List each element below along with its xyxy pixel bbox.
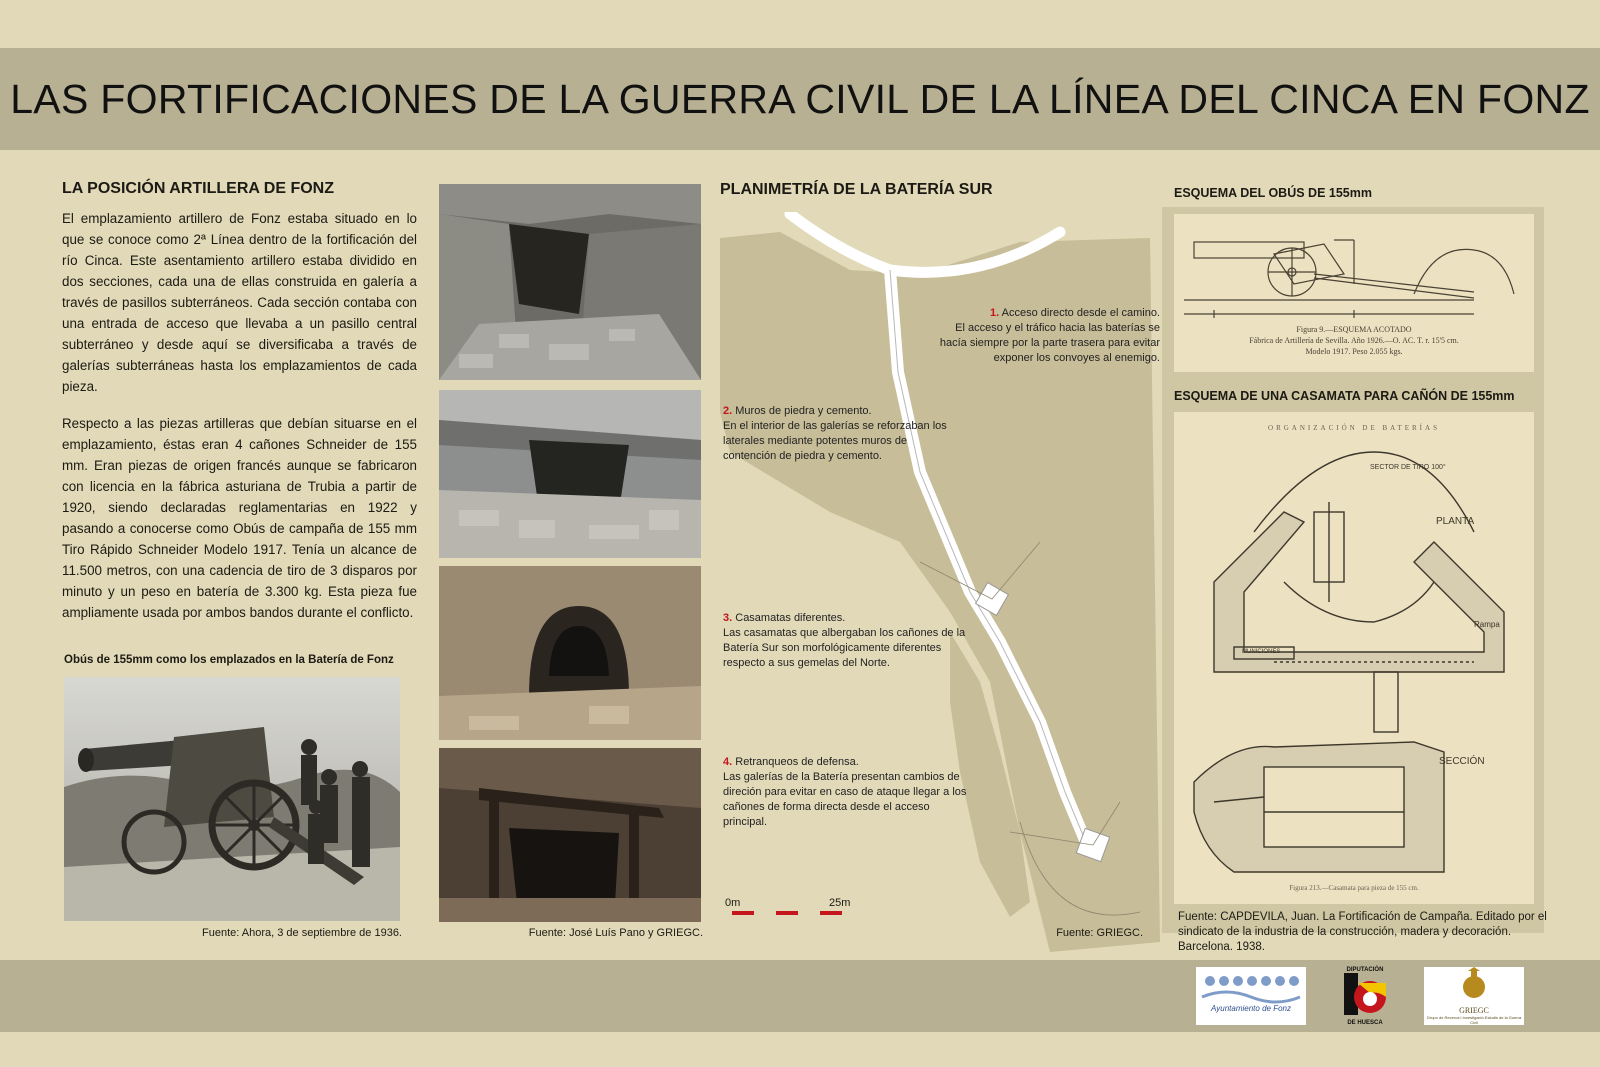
casemate-scheme-drawing — [1174, 412, 1534, 904]
casemate-sector-label: SECTOR DE TIRO 100° — [1370, 464, 1446, 471]
fonz-logo-text: Ayuntamiento de Fonz — [1211, 1004, 1291, 1013]
note-title: Casamatas diferentes. — [735, 612, 846, 624]
note-title: Acceso directo desde el camino. — [1001, 307, 1160, 319]
gallery-photo-2 — [439, 390, 701, 558]
gallery-photo-1 — [439, 184, 701, 380]
photos-source: Fuente: José Luís Pano y GRIEGC. — [528, 927, 703, 939]
paragraph-1: El emplazamiento artillero de Fonz estaba situado en lo que se conoce como 2ª Línea dentro de la fortificación del río Cinca. Este asentamiento artillero estaba dividido en dos secciones, cada una de ellas construida en galería a través de pasillos subterráneos. Cada sección contaba con una entrada de acceso que llevaba a un pasillo central subterráneo y desde aquí se diversificaba a través de galerías subterráneas hasta los emplazamientos de cada pieza. — [62, 211, 417, 394]
huesca-logo-bottom: DE HUESCA — [1347, 1020, 1383, 1026]
section-heading: LA POSICIÓN ARTILLERA DE FONZ — [62, 180, 334, 197]
huesca-logo-top: DIPUTACIÓN — [1346, 967, 1384, 973]
map-note-1 — [935, 306, 1160, 366]
title-band — [0, 48, 1600, 150]
fonz-town-logo — [1196, 967, 1306, 1025]
grenade-icon — [1424, 967, 1524, 1001]
casemate-scheme-title: ESQUEMA DE UNA CASAMATA PARA CAÑÓN DE 155mm — [1174, 389, 1515, 403]
casemate-source: Fuente: CAPDEVILA, Juan. La Fortificación de Campaña. Editado por el sindicato de la industria de la construcción, madera y decoración. Barcelona. 1938. — [1178, 911, 1547, 953]
note-body: El acceso y el tráfico hacia las baterías se hacía siempre por la parte trasera para evitar exponer los convoyes al enemigo. — [939, 322, 1160, 364]
casemate-ramp-label: Rampa — [1474, 620, 1500, 629]
obus-caption-line-3: Modelo 1917. Peso 2.055 kgs. — [1305, 347, 1403, 356]
cannon-photo — [64, 677, 400, 921]
map-note-3 — [723, 611, 973, 671]
note-title: Retranqueos de defensa. — [735, 756, 859, 768]
note-body: Las casamatas que albergaban los cañones de la Batería Sur son morfológicamente diferentes respecto a sus gemelas del Norte. — [723, 627, 966, 669]
obus-scheme-title: ESQUEMA DEL OBÚS DE 155mm — [1174, 186, 1372, 200]
note-title: Muros de piedra y cemento. — [735, 405, 872, 417]
note-body: Las galerías de la Batería presentan cambios de direción para evitar en caso de ataque llegar a los cañones de forma directa desde el acceso principal. — [723, 771, 967, 828]
map-note-2 — [723, 404, 953, 464]
huesca-council-logo — [1342, 967, 1388, 1027]
griegc-logo — [1424, 967, 1524, 1025]
map-source: Fuente: GRIEGC. — [1056, 927, 1143, 939]
scale-start-label: 0m — [725, 897, 741, 909]
cannon-photo-source: Fuente: Ahora, 3 de septiembre de 1936. — [202, 927, 402, 939]
note-number: 1. — [989, 307, 1000, 319]
casemate-plan-label: PLANTA — [1436, 516, 1475, 527]
scale-end-label: 25m — [829, 897, 851, 909]
gallery-photo-4 — [439, 748, 701, 922]
artillery-position-section — [62, 180, 417, 639]
arched-gallery-photo-image — [439, 566, 701, 740]
note-number: 2. — [723, 405, 733, 417]
fonz-logo-icon — [1196, 967, 1306, 1025]
obus-caption-line-2: Fábrica de Artillería de Sevilla. Año 1926.—O. AC. T. r. 15'5 cm. — [1249, 336, 1459, 345]
map-title: PLANIMETRÍA DE LA BATERÍA SUR — [720, 181, 993, 198]
note-body: En el interior de las galerías se reforzaban los laterales mediante potentes muros de contención de piedra y cemento. — [723, 420, 947, 462]
casemate-munitions-label: MUNICIONES — [1242, 649, 1281, 655]
map-note-4 — [723, 755, 973, 830]
obus-scheme-drawing — [1174, 214, 1534, 372]
cannon-photo-caption: Obús de 155mm como los emplazados en la Batería de Fonz — [64, 654, 394, 666]
huesca-logo-icon — [1342, 973, 1388, 1015]
page-title: LAS FORTIFICACIONES DE LA GUERRA CIVIL DE LA LÍNEA DEL CINCA EN FONZ — [10, 75, 1590, 122]
obus-caption-line-1: Figura 9.—ESQUEMA ACOTADO — [1296, 325, 1412, 334]
gallery-photo-3 — [439, 566, 701, 740]
obus-figure-caption — [1174, 324, 1534, 357]
cannon-photo-image — [64, 677, 400, 921]
casemate-page-header: ORGANIZACIÓN DE BATERÍAS — [1268, 424, 1440, 432]
tunnel-photo-image — [439, 184, 701, 380]
paragraph-2: Respecto a las piezas artilleras que debían situarse en el emplazamiento, éstas eran 4 cañones Schneider de 155 mm. Eran piezas de origen francés aunque se fabricaron con licencia en la fábrica asturiana de Trubia a partir de 1920, siendo declaradas reglamentarias en 1922 y pasando a conocerse como Obús de campaña de 155 mm Tiro Rápido Schneider Modelo 1917. Tenía un alcance de 11.500 metros, con una cadencia de tiro de 3 disparos por minuto y un peso en batería de 3.300 kg. Esta pieza fue ampliamente usada por ambos bandos durante el conflicto. — [62, 416, 417, 620]
note-number: 3. — [723, 612, 733, 624]
griegc-logo-subtext: Grupo de Recerca i Investigació Estudis de la Guerra Civil — [1426, 1015, 1522, 1025]
casemate-figure-caption: Figura 213.—Casamata para pieza de 155 cm. — [1289, 884, 1419, 892]
scale-bar — [732, 911, 842, 915]
note-number: 4. — [723, 756, 733, 768]
casemate-section-label: SECCIÓN — [1439, 756, 1485, 767]
timbered-gallery-photo-image — [439, 748, 701, 922]
rock-shelter-photo-image — [439, 390, 701, 558]
griegc-logo-text: GRIEGC — [1459, 1006, 1489, 1015]
casemate-diagram — [1174, 412, 1534, 904]
